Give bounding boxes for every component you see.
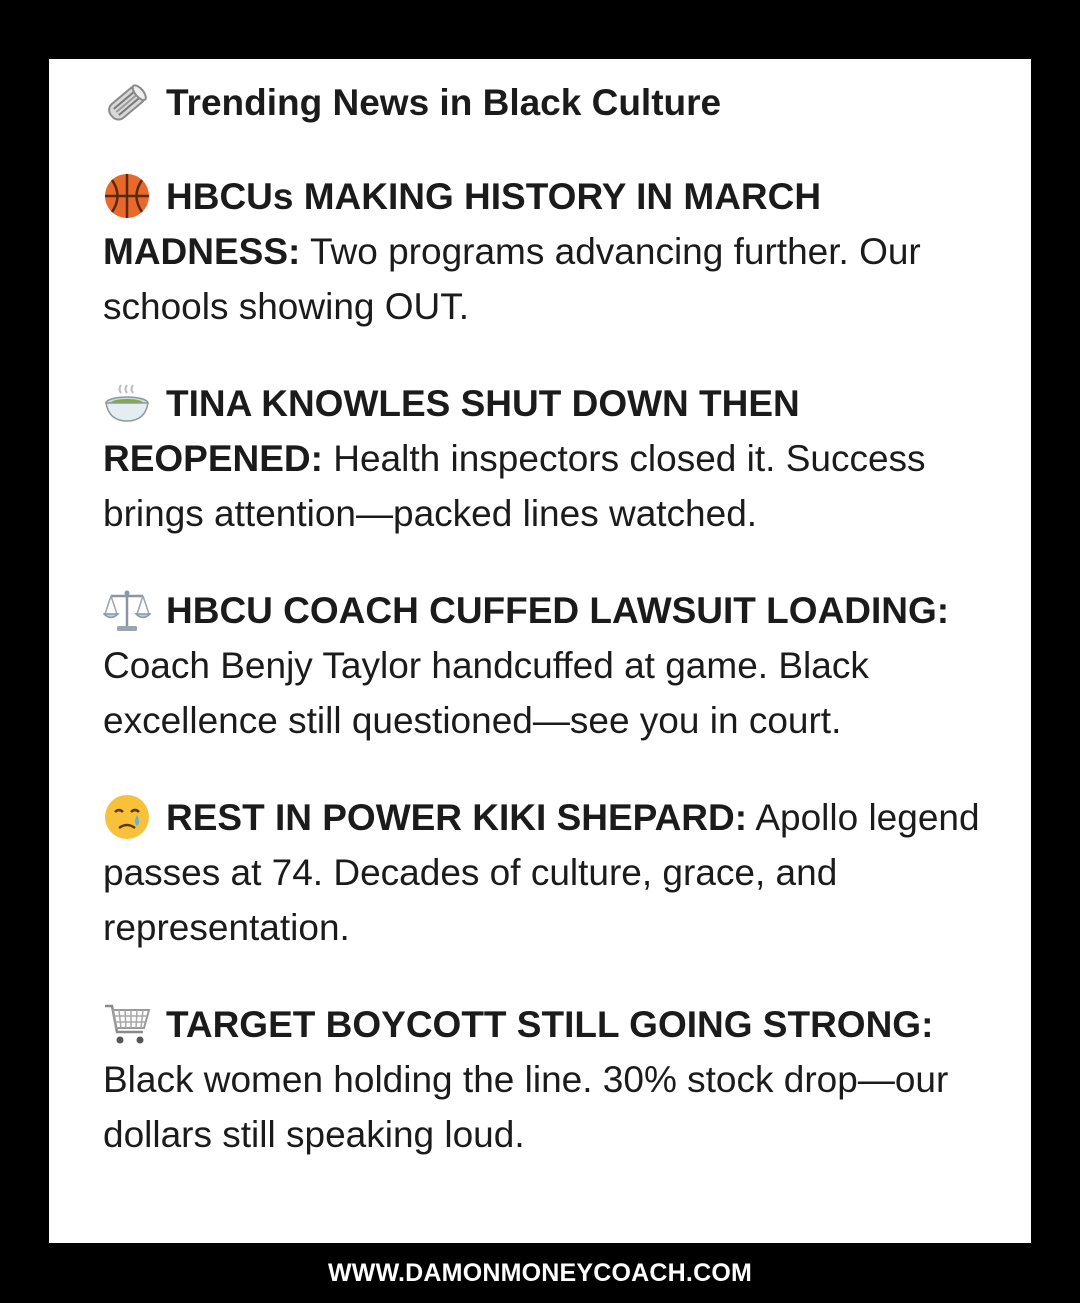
news-item-kiki-shepard — [103, 790, 983, 955]
news-item-target-boycott — [103, 997, 983, 1162]
rolled-newspaper-icon — [103, 79, 151, 127]
news-item-hbcu-coach — [103, 583, 983, 748]
news-item-body: Health inspectors closed it. Success brings attention—packed lines watched. — [103, 438, 926, 534]
shopping-cart-icon — [103, 1000, 151, 1048]
news-item-tina-knowles — [103, 376, 983, 541]
news-item-title: HBCUs MAKING HISTORY IN MARCH MADNESS: — [103, 176, 822, 272]
news-item-title: HBCU COACH CUFFED LAWSUIT LOADING: — [166, 590, 950, 631]
news-item-title: REST IN POWER KIKI SHEPARD: — [166, 797, 748, 838]
soup-bowl-icon — [103, 379, 151, 427]
news-item-body: Two programs advancing further. Our schools showing OUT. — [103, 231, 921, 327]
page-title-text: Trending News in Black Culture — [166, 82, 722, 123]
basketball-icon — [103, 172, 151, 220]
news-item-title: TINA KNOWLES SHUT DOWN THEN REOPENED: — [103, 383, 800, 479]
news-item-hbcu-march-madness — [103, 169, 983, 334]
news-item-body: Black women holding the line. 30% stock drop—our dollars still speaking loud. — [103, 1059, 949, 1155]
news-card — [49, 59, 1031, 1243]
page-title — [103, 79, 991, 127]
news-item-title: TARGET BOYCOTT STILL GOING STRONG: — [166, 1004, 934, 1045]
footer-url: WWW.DAMONMONEYCOACH.COM — [328, 1258, 752, 1287]
news-item-body: Coach Benjy Taylor handcuffed at game. Black excellence still questioned—see you in court. — [103, 645, 869, 741]
crying-face-icon — [103, 793, 151, 841]
news-item-body: Apollo legend passes at 74. Decades of culture, grace, and representation. — [103, 797, 980, 948]
balance-scale-icon — [103, 586, 151, 634]
